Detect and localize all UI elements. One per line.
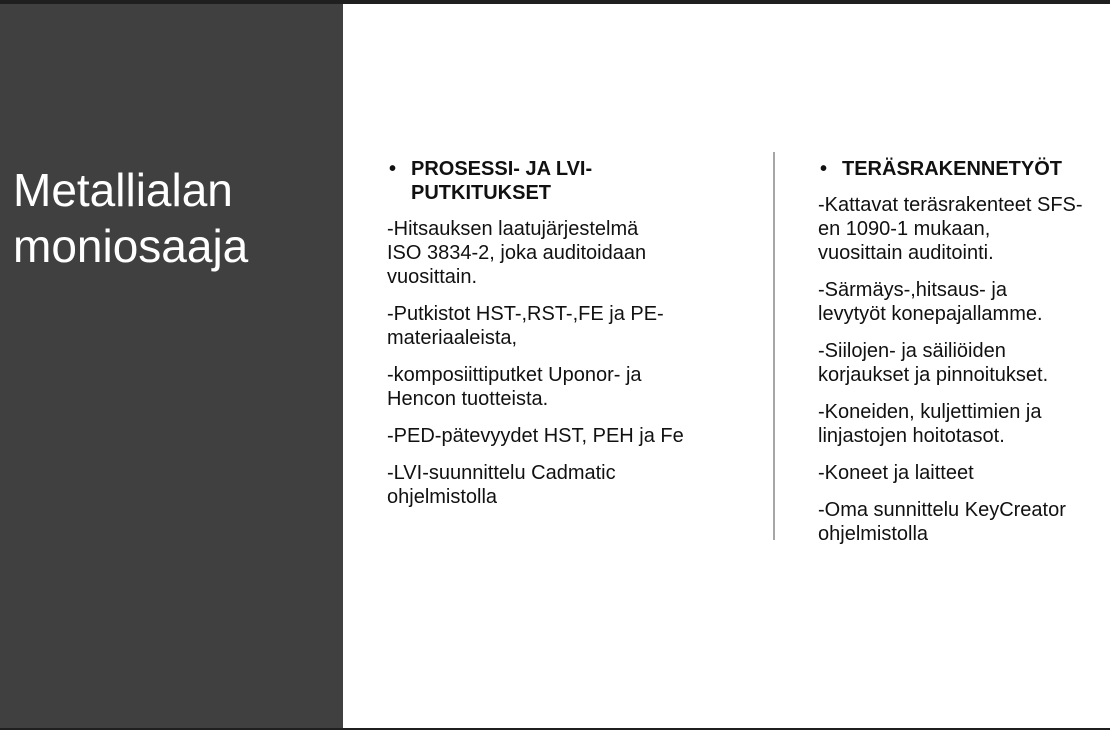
list-item bbox=[387, 424, 747, 448]
list-item-line: -PED-pätevyydet HST, PEH ja Fe bbox=[387, 425, 684, 447]
list-item bbox=[818, 498, 1110, 546]
list-item bbox=[387, 302, 747, 350]
content-column-steel-structures bbox=[818, 157, 1110, 559]
list-item-line: -Koneiden, kuljettimien ja bbox=[818, 401, 1042, 423]
content-column-piping bbox=[387, 157, 747, 522]
list-item bbox=[818, 400, 1110, 448]
list-item-line: vuosittain auditointi. bbox=[818, 242, 994, 264]
list-item bbox=[387, 217, 747, 289]
bullet-icon: • bbox=[820, 158, 828, 180]
list-item-line: vuosittain. bbox=[387, 266, 478, 288]
column-divider bbox=[773, 152, 775, 540]
bullet-icon: • bbox=[389, 158, 397, 180]
slide-title-line: moniosaaja bbox=[13, 220, 249, 272]
title-panel bbox=[0, 4, 343, 728]
list-item-line: ohjelmistolla bbox=[387, 486, 498, 508]
column-heading-line: PUTKITUKSET bbox=[411, 182, 551, 204]
list-item-line: korjaukset ja pinnoitukset. bbox=[818, 364, 1049, 386]
list-item bbox=[818, 339, 1110, 387]
column-heading-line: PROSESSI- JA LVI- bbox=[411, 158, 593, 180]
list-item-line: ISO 3834-2, joka auditoidaan bbox=[387, 242, 647, 264]
list-item-line: -Koneet ja laitteet bbox=[818, 462, 974, 484]
list-item bbox=[818, 193, 1110, 265]
column-heading bbox=[387, 157, 747, 205]
item-list bbox=[387, 217, 747, 509]
list-item-line: materiaaleista, bbox=[387, 327, 518, 349]
slide-title-line: Metallialan bbox=[13, 164, 233, 216]
list-item-line: -komposiittiputket Uponor- ja bbox=[387, 364, 642, 386]
column-heading-line: TERÄSRAKENNETYÖT bbox=[842, 158, 1063, 180]
list-item-line: en 1090-1 mukaan, bbox=[818, 218, 991, 240]
list-item-line: -LVI-suunnittelu Cadmatic bbox=[387, 462, 616, 484]
list-item-line: -Siilojen- ja säiliöiden bbox=[818, 340, 1006, 362]
list-item-line: ohjelmistolla bbox=[818, 523, 929, 545]
list-item-line: -Kattavat teräsrakenteet SFS- bbox=[818, 194, 1083, 216]
list-item-line: -Särmäys-,hitsaus- ja bbox=[818, 279, 1007, 301]
slide-title bbox=[13, 162, 333, 274]
list-item bbox=[387, 461, 747, 509]
list-item bbox=[818, 461, 1110, 485]
list-item-line: linjastojen hoitotasot. bbox=[818, 425, 1005, 447]
list-item-line: levytyöt konepajallamme. bbox=[818, 303, 1043, 325]
list-item-line: -Hitsauksen laatujärjestelmä bbox=[387, 218, 639, 240]
list-item bbox=[818, 278, 1110, 326]
list-item-line: Hencon tuotteista. bbox=[387, 388, 549, 410]
list-item bbox=[387, 363, 747, 411]
column-heading bbox=[818, 157, 1110, 181]
list-item-line: -Putkistot HST-,RST-,FE ja PE- bbox=[387, 303, 664, 325]
item-list bbox=[818, 193, 1110, 546]
list-item-line: -Oma sunnittelu KeyCreator bbox=[818, 499, 1066, 521]
